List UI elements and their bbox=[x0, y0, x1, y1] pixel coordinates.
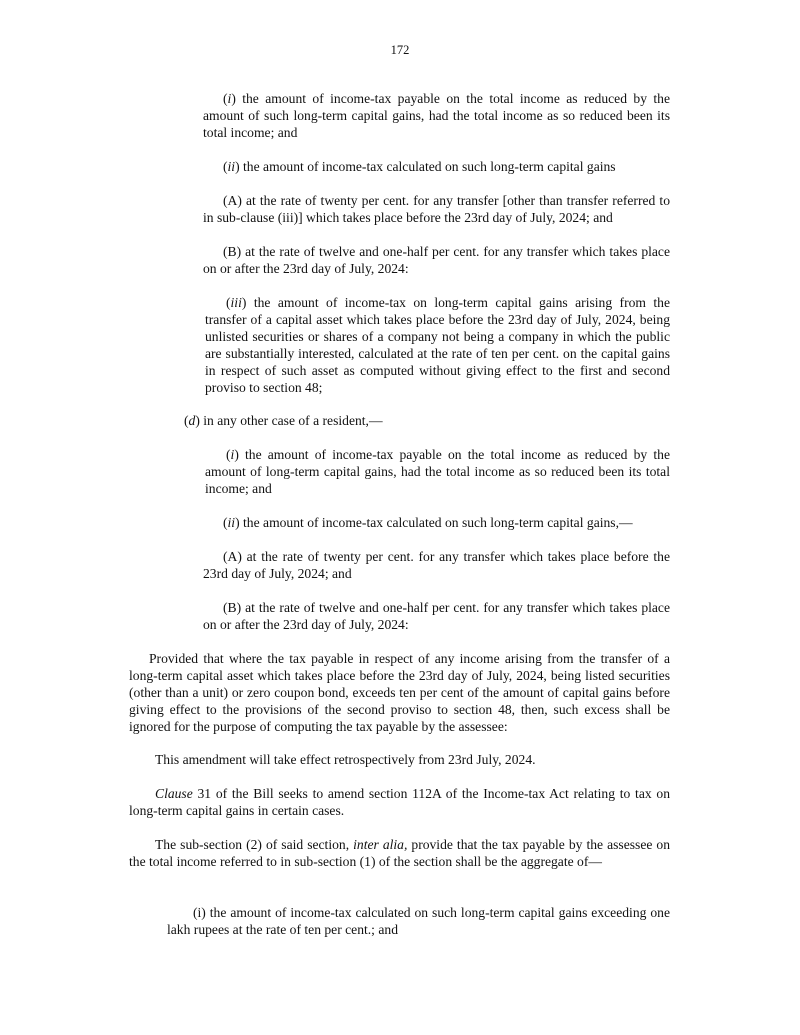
subsection-text-after: provide that the tax payable by the assessee on the total income referred to in sub-section (1) of the section shall be the aggregate of— bbox=[129, 837, 670, 869]
clause-ii-text: the amount of income-tax calculated on such long-term capital gains bbox=[239, 159, 616, 174]
clause-d-ii-text: the amount of income-tax calculated on such long-term capital gains,— bbox=[239, 515, 633, 530]
clause-iii-text: the amount of income-tax on long-term capital gains arising from the transfer of a capital asset which takes place before the 23rd day of July, 2024, being unlisted securities or shares of a company not being a company in which the public are substantially interested, calculated at the rate of ten per cent. on the capital gains in respect of such asset as computed without giving effect to the first and second proviso to section 48; bbox=[205, 295, 670, 395]
clause-31-text: 31 of the Bill seeks to amend section 112A of the Income-tax Act relating to tax on long-term capital gains in certain cases. bbox=[129, 786, 670, 818]
clause-d-number: d bbox=[188, 413, 196, 428]
final-clause-i-paragraph: (i) the amount of income-tax calculated on such long-term capital gains exceeding one lakh rupees at the rate of ten per cent.; and bbox=[167, 905, 670, 937]
clause-ii-a-paragraph: (A) at the rate of twenty per cent. for any transfer [other than transfer referred to in sub-clause (iii)] which takes place before the 23rd day of July, 2024; and bbox=[203, 193, 670, 225]
clause-ii-number: ii bbox=[227, 159, 236, 174]
amendment-note: This amendment will take effect retrospectively from 23rd July, 2024. bbox=[155, 752, 536, 767]
clause-d-ii-number: ii bbox=[227, 515, 236, 530]
clause-i-text: the amount of income-tax payable on the total income as reduced by the amount of such long-term capital gains, had the total income as so reduced been its total income; and bbox=[203, 91, 670, 140]
clause-ii-b-paragraph: (B) at the rate of twelve and one-half per cent. for any transfer which takes place on or after the 23rd day of July, 2024: bbox=[203, 244, 670, 276]
subsection-italic-phrase: inter alia, bbox=[353, 837, 408, 852]
clause-d-text: in any other case of a resident,— bbox=[199, 413, 383, 428]
clause-iii-paragraph: (iii) the amount of income-tax on long-term capital gains arising from the transfer of a capital asset which takes place before the 23rd day of July, 2024, being unlisted securities or shares of a company not being a company in which the public are substantially interested, calculated at the rate of ten per cent. on the capital gains in respect of such asset as computed without giving effect to the first and second proviso to section 48; bbox=[205, 295, 670, 395]
clause-d-paragraph: (d) in any other case of a resident,— bbox=[184, 413, 383, 428]
clause-31-paragraph bbox=[129, 785, 670, 819]
clause-i-number: i bbox=[227, 91, 232, 106]
clause-ii-paragraph: (ii) the amount of income-tax calculated on such long-term capital gains bbox=[223, 159, 616, 174]
clause-d-ii-b-paragraph: (B) at the rate of twelve and one-half per cent. for any transfer which takes place on or after the 23rd day of July, 2024: bbox=[203, 600, 670, 632]
clause-d-i-text: the amount of income-tax payable on the total income as reduced by the amount of long-term capital gains, had the total income as so reduced been its total income; and bbox=[205, 447, 670, 496]
clause-d-i-paragraph: (i) the amount of income-tax payable on the total income as reduced by the amount of long-term capital gains, had the total income as so reduced been its total income; and bbox=[205, 447, 670, 496]
clause-d-ii-paragraph: (ii) the amount of income-tax calculated on such long-term capital gains,— bbox=[223, 515, 633, 530]
subsection-paragraph bbox=[129, 836, 670, 870]
clause-d-i-number: i bbox=[230, 447, 235, 462]
clause-d-ii-a-paragraph: (A) at the rate of twenty per cent. for any transfer which takes place before the 23rd day of July, 2024; and bbox=[203, 549, 670, 581]
page-number: 172 bbox=[390, 43, 410, 57]
clause-label: Clause bbox=[155, 786, 193, 801]
clause-i-paragraph: (i) the amount of income-tax payable on the total income as reduced by the amount of such long-term capital gains, had the total income as so reduced been its total income; and bbox=[203, 91, 670, 140]
clause-iii-number: iii bbox=[230, 295, 242, 310]
proviso-paragraph: Provided that where the tax payable in respect of any income arising from the transfer of a long-term capital asset which takes place before the 23rd day of July, 2024, being listed securities (other than a unit) or zero coupon bond, exceeds ten per cent of the amount of capital gains before giving effect to the provisions of the second proviso to section 48, then, such excess shall be ignored for the purpose of computing the tax payable by the assessee: bbox=[129, 651, 670, 734]
subsection-text-before: The sub-section (2) of said section, bbox=[155, 837, 354, 852]
